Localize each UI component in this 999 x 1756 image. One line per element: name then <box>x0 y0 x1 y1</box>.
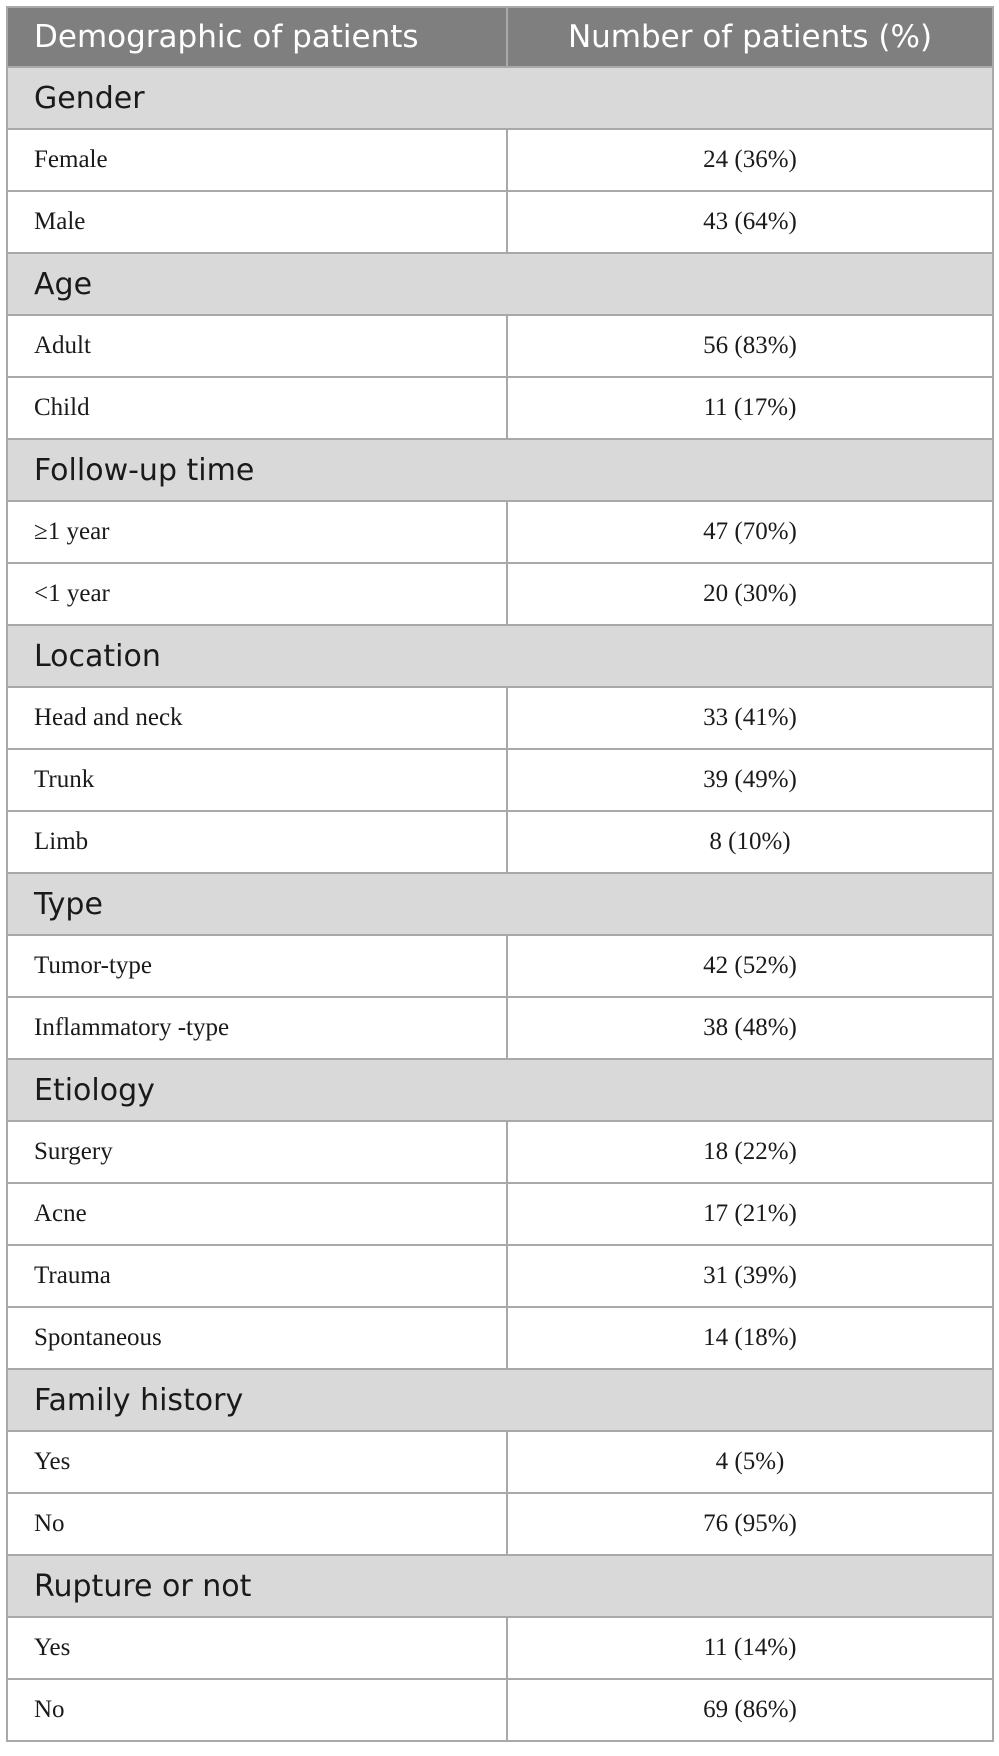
section-row-type <box>7 873 993 935</box>
row-value: 42 (52%) <box>507 935 993 997</box>
row-value: 11 (14%) <box>507 1617 993 1679</box>
section-title: Follow-up time <box>7 439 993 501</box>
row-label: Adult <box>7 315 507 377</box>
section-row-age <box>7 253 993 315</box>
header-demographic: Demographic of patients <box>7 7 507 67</box>
row-label: No <box>7 1679 507 1741</box>
row-value: 14 (18%) <box>507 1307 993 1369</box>
row-value: 33 (41%) <box>507 687 993 749</box>
row-value: 69 (86%) <box>507 1679 993 1741</box>
row-value: 56 (83%) <box>507 315 993 377</box>
row-value: 24 (36%) <box>507 129 993 191</box>
table-row <box>7 1431 993 1493</box>
table-row <box>7 315 993 377</box>
section-row-family-history <box>7 1369 993 1431</box>
table-row <box>7 191 993 253</box>
table-row <box>7 1679 993 1741</box>
row-label: Female <box>7 129 507 191</box>
section-title: Type <box>7 873 993 935</box>
row-label: Tumor-type <box>7 935 507 997</box>
row-value: 4 (5%) <box>507 1431 993 1493</box>
row-label: Yes <box>7 1617 507 1679</box>
row-label: ≥1 year <box>7 501 507 563</box>
section-row-etiology <box>7 1059 993 1121</box>
header-number-of-patients: Number of patients (%) <box>507 7 993 67</box>
section-title: Age <box>7 253 993 315</box>
row-label: Trunk <box>7 749 507 811</box>
row-value: 11 (17%) <box>507 377 993 439</box>
table-row <box>7 687 993 749</box>
row-value: 18 (22%) <box>507 1121 993 1183</box>
row-value: 47 (70%) <box>507 501 993 563</box>
section-title: Gender <box>7 67 993 129</box>
table-row <box>7 377 993 439</box>
row-label: Yes <box>7 1431 507 1493</box>
row-label: Surgery <box>7 1121 507 1183</box>
section-row-gender <box>7 67 993 129</box>
row-value: 38 (48%) <box>507 997 993 1059</box>
table-row <box>7 501 993 563</box>
section-title: Location <box>7 625 993 687</box>
row-value: 17 (21%) <box>507 1183 993 1245</box>
table-row <box>7 1307 993 1369</box>
row-value: 20 (30%) <box>507 563 993 625</box>
row-label: Trauma <box>7 1245 507 1307</box>
table-row <box>7 749 993 811</box>
row-label: Limb <box>7 811 507 873</box>
row-value: 8 (10%) <box>507 811 993 873</box>
section-title: Rupture or not <box>7 1555 993 1617</box>
row-label: <1 year <box>7 563 507 625</box>
row-value: 39 (49%) <box>507 749 993 811</box>
demographics-table-container <box>6 6 994 1742</box>
table-row <box>7 1493 993 1555</box>
table-row <box>7 1121 993 1183</box>
row-value: 31 (39%) <box>507 1245 993 1307</box>
table-row <box>7 935 993 997</box>
row-label: Male <box>7 191 507 253</box>
section-row-rupture-or-not <box>7 1555 993 1617</box>
table-row <box>7 811 993 873</box>
section-title: Etiology <box>7 1059 993 1121</box>
row-label: No <box>7 1493 507 1555</box>
table-header-row <box>7 7 993 67</box>
table-row <box>7 563 993 625</box>
section-row-location <box>7 625 993 687</box>
table-row <box>7 1183 993 1245</box>
row-label: Acne <box>7 1183 507 1245</box>
row-label: Inflammatory -type <box>7 997 507 1059</box>
table-row <box>7 997 993 1059</box>
table-row <box>7 1245 993 1307</box>
row-label: Head and neck <box>7 687 507 749</box>
section-row-follow-up-time <box>7 439 993 501</box>
table-row <box>7 1617 993 1679</box>
table-row <box>7 129 993 191</box>
demographics-table <box>6 6 994 1742</box>
row-value: 43 (64%) <box>507 191 993 253</box>
section-title: Family history <box>7 1369 993 1431</box>
row-label: Spontaneous <box>7 1307 507 1369</box>
row-value: 76 (95%) <box>507 1493 993 1555</box>
row-label: Child <box>7 377 507 439</box>
